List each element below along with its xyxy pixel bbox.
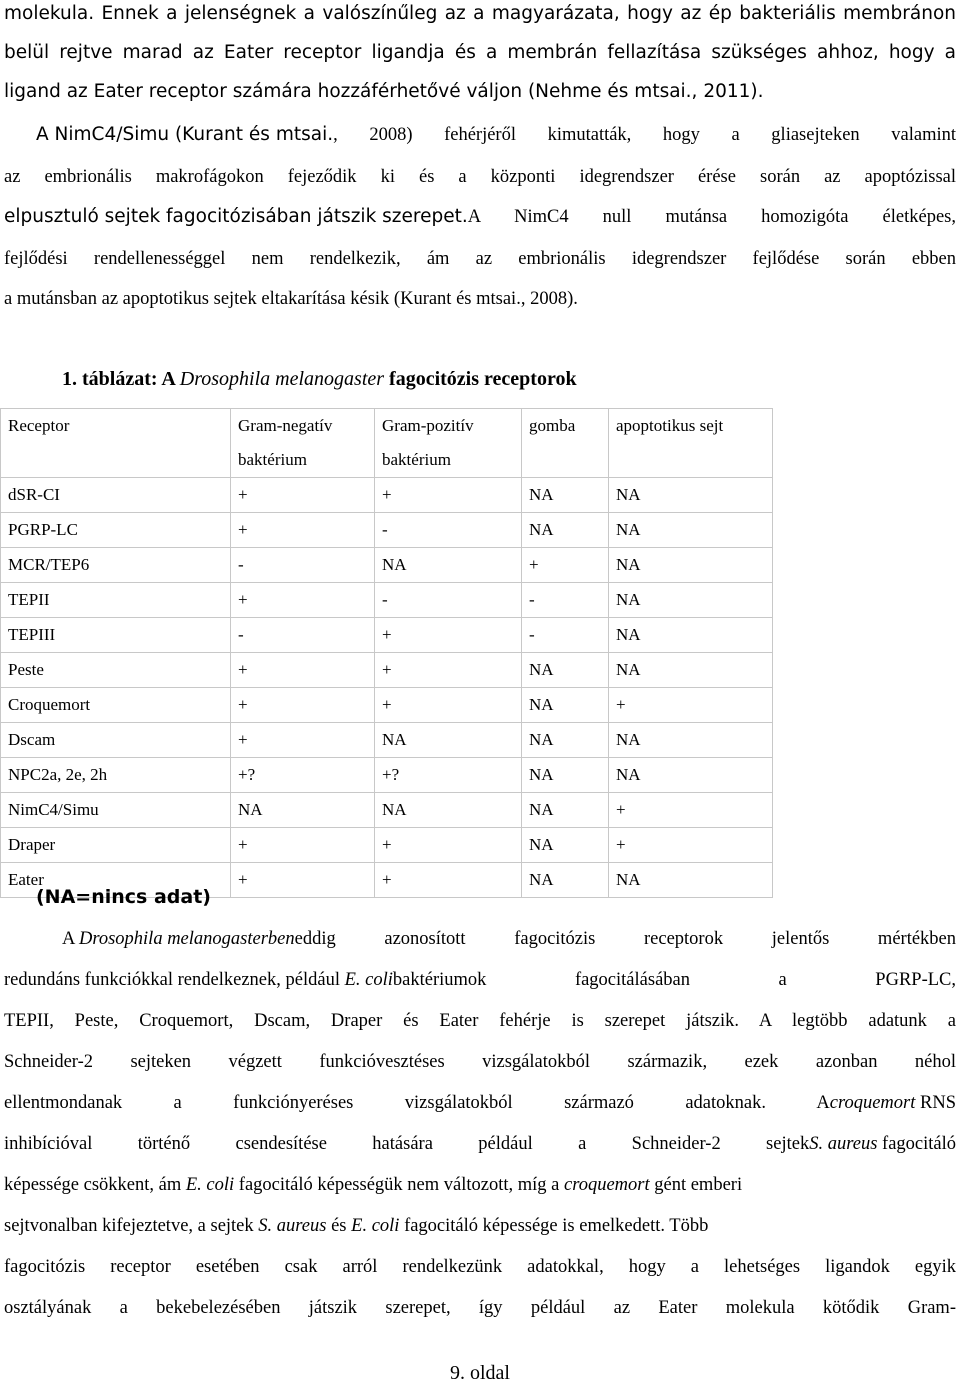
table-cell: +? [375, 758, 522, 793]
paragraph-line [4, 1174, 956, 1196]
receptor-name-cell: NimC4/Simu [1, 793, 231, 828]
table-cell: + [375, 618, 522, 653]
header-cell: apoptotikus sejt [609, 409, 773, 478]
paragraph-line [36, 124, 956, 146]
table-cell: + [375, 653, 522, 688]
text-run: képessége csökkent, ám [4, 1175, 186, 1195]
table-cell: + [231, 863, 375, 898]
text-run: , 2008) fehérjéről kimutatták, hogy a gliasejteken valamint [333, 125, 956, 145]
text-run: ellentmondanak a funkciónyeréses vizsgálatokból származó adatoknak. A [4, 1093, 830, 1113]
species-name: S. aureus [809, 1134, 878, 1154]
table-cell: NA [375, 723, 522, 758]
table-row [1, 793, 773, 828]
gene-name: croquemort [829, 1093, 916, 1113]
text-run: sejtvonalban kifejeztetve, a sejtek [4, 1216, 259, 1236]
receptor-name-cell: Dscam [1, 723, 231, 758]
table-header-row [1, 409, 773, 478]
paragraph-line [4, 1133, 956, 1155]
table-cell: NA [522, 478, 609, 513]
table-cell: NA [375, 548, 522, 583]
table-row [1, 478, 773, 513]
text-run: eddig azonosított fagocitózis receptorok jelentős mértékben [294, 929, 956, 949]
table-cell: NA [522, 723, 609, 758]
header-cell: gomba [522, 409, 609, 478]
receptor-name-cell: dSR-CI [1, 478, 231, 513]
table-cell: + [609, 793, 773, 828]
text-run: baktériumok fagocitálásában a PGRP-LC, [392, 970, 956, 990]
page-number: 9. oldal [450, 1362, 510, 1384]
table-body [1, 478, 773, 898]
text-run: elpusztuló sejtek fagocitózisában játszik szerepet. [4, 206, 468, 227]
table-note: (NA=nincs adat) [36, 886, 211, 908]
text-run: és [326, 1216, 352, 1236]
species-name: E. coli [185, 1175, 235, 1195]
caption-prefix: 1. táblázat: A [62, 368, 180, 390]
table-cell: + [231, 653, 375, 688]
receptor-name-cell: Croquemort [1, 688, 231, 723]
text-run: A NimC4/Simu (Kurant és mtsai. [36, 124, 334, 145]
table-cell: NA [375, 793, 522, 828]
table-cell: + [375, 828, 522, 863]
text-run: fagocitáló képessége is emelkedett. Több [399, 1216, 709, 1236]
table-row [1, 513, 773, 548]
table-cell: NA [609, 863, 773, 898]
table-cell: + [609, 828, 773, 863]
receptor-name-cell: Draper [1, 828, 231, 863]
table-cell: NA [522, 513, 609, 548]
table-cell: NA [609, 723, 773, 758]
table-cell: NA [609, 618, 773, 653]
table-cell: NA [609, 548, 773, 583]
table-row [1, 618, 773, 653]
table-cell: + [231, 828, 375, 863]
paragraph-line: TEPII, Peste, Croquemort, Dscam, Draper és Eater fehérje is szerepet játszik. A legtöbb adatunk a [4, 1011, 956, 1031]
text-run: A NimC4 null mutánsa homozigóta életképes, [467, 207, 956, 227]
receptor-name-cell: MCR/TEP6 [1, 548, 231, 583]
table-row [1, 653, 773, 688]
header-text: Gram-pozitív [382, 416, 474, 435]
receptor-name-cell: PGRP-LC [1, 513, 231, 548]
table-cell: - [231, 618, 375, 653]
receptor-name-cell: TEPII [1, 583, 231, 618]
paragraph-line [4, 969, 956, 991]
species-name: S. aureus [258, 1216, 327, 1236]
header-text: Gram-negatív [238, 416, 333, 435]
text-run: inhibícióval történő csendesítése hatására például a Schneider-2 sejtek [4, 1134, 810, 1154]
paragraph-line: ligand az Eater receptor számára hozzáférhetővé váljon (Nehme és mtsai., 2011). [4, 81, 764, 102]
table-cell: NA [522, 758, 609, 793]
table-cell: + [231, 688, 375, 723]
paragraph-line [4, 1092, 956, 1114]
paragraph-line [4, 1215, 956, 1237]
paragraph-line: a mutánsban az apoptotikus sejtek eltakarítása késik (Kurant és mtsai., 2008). [4, 289, 578, 309]
table-cell: NA [522, 793, 609, 828]
paragraph-line: fejlődési rendellenességgel nem rendelkezik, ám az embrionális idegrendszer fejlődése során ebben [4, 249, 956, 269]
text-run: redundáns funkciókkal rendelkeznek, például [4, 970, 345, 990]
text-run: fagocitáló [877, 1134, 956, 1154]
table-cell: NA [609, 478, 773, 513]
table-cell: NA [522, 828, 609, 863]
table-row [1, 828, 773, 863]
table-cell: NA [609, 583, 773, 618]
receptor-table [0, 408, 773, 898]
species-name: E. coli [351, 1216, 400, 1236]
table-cell: + [522, 548, 609, 583]
header-cell [231, 409, 375, 478]
text-run: RNS [915, 1093, 956, 1113]
caption-suffix: fagocitózis receptorok [384, 368, 577, 390]
table-caption [62, 368, 577, 391]
paragraph-line: molekula. Ennek a jelenségnek a valószínűleg az a magyarázata, hogy az ép bakteriális membránon [4, 3, 956, 24]
species-name: E. coli [344, 970, 393, 990]
table-cell: - [375, 583, 522, 618]
table-cell: NA [609, 758, 773, 793]
paragraph-line: osztályának a bekebelezésében játszik szerepet, így például az Eater molekula kötődik Gram- [4, 1298, 956, 1318]
table-cell: + [375, 688, 522, 723]
table-cell: - [375, 513, 522, 548]
table-cell: NA [522, 653, 609, 688]
table-cell: NA [609, 513, 773, 548]
table-row [1, 548, 773, 583]
table-cell: NA [609, 653, 773, 688]
table-row [1, 758, 773, 793]
table-cell: + [609, 688, 773, 723]
table-row [1, 723, 773, 758]
table-cell: + [231, 583, 375, 618]
caption-species: Drosophila melanogaster [179, 368, 385, 390]
paragraph-line: az embrionális makrofágokon fejeződik ki és a központi idegrendszer érése során az apoptózissal [4, 167, 956, 187]
table-cell: NA [522, 688, 609, 723]
receptor-name-cell: TEPIII [1, 618, 231, 653]
paragraph-line: belül rejtve marad az Eater receptor ligandja és a membrán fellazítása szükséges ahhoz, hogy a [4, 42, 956, 63]
receptor-name-cell: NPC2a, 2e, 2h [1, 758, 231, 793]
paragraph-line [4, 206, 956, 228]
paragraph-line: fagocitózis receptor esetében csak arról rendelkezünk adatokkal, hogy a lehetséges ligandok egyik [4, 1257, 956, 1277]
header-cell: Receptor [1, 409, 231, 478]
table-cell: + [375, 863, 522, 898]
table-row [1, 583, 773, 618]
header-text: baktérium [238, 450, 307, 469]
table-cell: - [522, 618, 609, 653]
paragraph-line [62, 928, 956, 950]
table-cell: +? [231, 758, 375, 793]
receptor-name-cell: Eater [1, 863, 231, 898]
table-cell: + [231, 513, 375, 548]
text-run: gént emberi [649, 1175, 743, 1195]
table-cell: NA [231, 793, 375, 828]
table-cell: + [375, 478, 522, 513]
table-cell: - [231, 548, 375, 583]
text-run: A [62, 929, 79, 949]
header-cell [375, 409, 522, 478]
table-row [1, 688, 773, 723]
table-cell: + [231, 478, 375, 513]
table-cell: NA [522, 863, 609, 898]
table-cell: + [231, 723, 375, 758]
header-text: baktérium [382, 450, 451, 469]
receptor-name-cell: Peste [1, 653, 231, 688]
table-cell: - [522, 583, 609, 618]
text-run: fagocitáló képességük nem változott, míg a [234, 1175, 564, 1195]
gene-name: croquemort [563, 1175, 650, 1195]
species-name: Drosophila melanogasterben [78, 929, 295, 949]
paragraph-line: Schneider-2 sejteken végzett funkcióvesztéses vizsgálatokból származik, ezek azonban néhol [4, 1052, 956, 1072]
